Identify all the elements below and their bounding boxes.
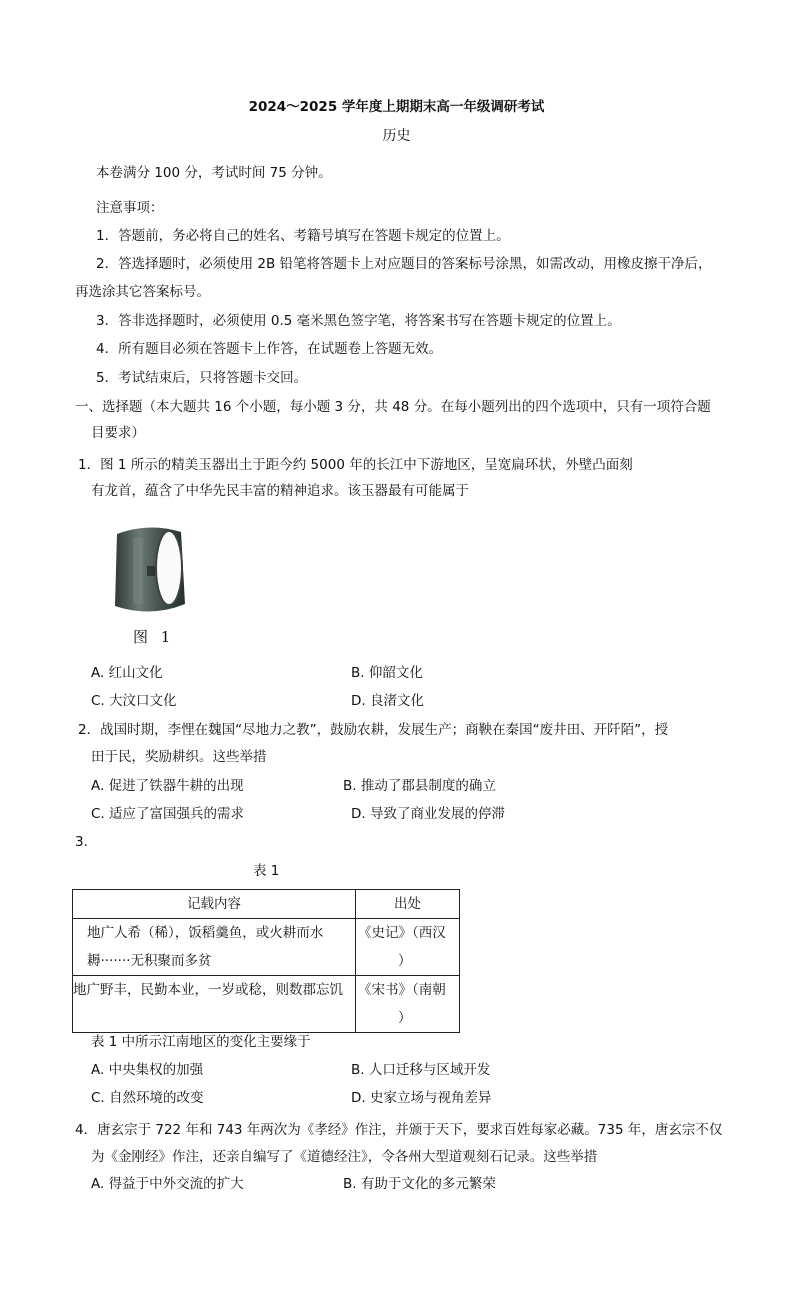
table-header-content: 记载内容 xyxy=(73,890,356,919)
question-1-stem: 1．图 1 所示的精美玉器出土于距今约 5000 年的长江中下游地区，呈宽扁环状，外壁凸面刻 xyxy=(78,457,633,473)
table-cell-source: 《宋书》（南朝 ） xyxy=(356,976,460,1033)
question-2-stem: 2．战国时期，李悝在魏国“尽地力之教”，鼓励农耕，发展生产；商鞅在秦国“废井田、开阡陌”，授 xyxy=(78,722,669,738)
question-4-stem-cont: 为《金刚经》作注，还亲自编写了《道德经注》，令各州大型道观刻石记录。这些举措 xyxy=(91,1149,598,1165)
q2-option-b[interactable]: B. 推动了郡县制度的确立 xyxy=(343,778,496,794)
notice-item: 3．答非选择题时，必须使用 0.5 毫米黑色签字笔，将答案书写在答题卡规定的位置上。 xyxy=(96,313,621,329)
notice-item: 2．答选择题时，必须使用 2B 铅笔将答题卡上对应题目的答案标号涂黑，如需改动，用橡皮擦干净后， xyxy=(96,256,712,272)
notice-heading: 注意事项： xyxy=(96,200,164,216)
q2-option-d[interactable]: D. 导致了商业发展的停滞 xyxy=(351,806,505,822)
table-cell-content: 地广人希（稀），饭稻羹鱼，或火耕而水 耨·······无积聚而多贫 xyxy=(73,919,356,976)
q4-option-b[interactable]: B. 有助于文化的多元繁荣 xyxy=(343,1176,496,1192)
q3-option-b[interactable]: B. 人口迁移与区域开发 xyxy=(351,1062,491,1078)
q1-option-b[interactable]: B. 仰韶文化 xyxy=(351,665,423,681)
figure-1-caption: 图 1 xyxy=(133,628,175,646)
table-cell-source: 《史记》（西汉 ） xyxy=(356,919,460,976)
exam-title: 2024～2025 学年度上期期末高一年级调研考试 xyxy=(248,99,545,115)
notice-item: 4．所有题目必须在答题卡上作答，在试题卷上答题无效。 xyxy=(96,341,443,357)
section-heading: 一、选择题（本大题共 16 个小题，每小题 3 分，共 48 分。在每小题列出的四个选项中，只有一项符合题 xyxy=(75,399,711,415)
exam-subject: 历史 xyxy=(382,128,411,144)
table-header-source: 出处 xyxy=(356,890,460,919)
jade-ring-icon xyxy=(103,518,195,628)
q4-option-a[interactable]: A. 得益于中外交流的扩大 xyxy=(91,1176,244,1192)
exam-intro: 本卷满分 100 分，考试时间 75 分钟。 xyxy=(96,165,332,181)
notice-item: 1．答题前，务必将自己的姓名、考籍号填写在答题卡规定的位置上。 xyxy=(96,228,510,244)
q3-option-d[interactable]: D. 史家立场与视角差异 xyxy=(351,1090,492,1106)
q1-option-d[interactable]: D. 良渚文化 xyxy=(351,693,424,709)
notice-item: 5．考试结束后，只将答题卡交回。 xyxy=(96,370,308,386)
q2-option-c[interactable]: C. 适应了富国强兵的需求 xyxy=(91,806,245,822)
q1-option-c[interactable]: C. 大汶口文化 xyxy=(91,693,177,709)
q2-option-a[interactable]: A. 促进了铁器牛耕的出现 xyxy=(91,778,244,794)
question-2-stem-cont: 田于民，奖励耕织。这些举措 xyxy=(91,749,267,765)
q3-option-a[interactable]: A. 中央集权的加强 xyxy=(91,1062,204,1078)
question-3-number: 3. xyxy=(75,834,88,850)
question-4-stem: 4．唐玄宗于 722 年和 743 年两次为《孝经》作注，并颁于天下，要求百姓每家必藏。735 年，唐玄宗不仅 xyxy=(75,1122,723,1138)
table-1-title: 表 1 xyxy=(253,863,280,879)
question-1-stem-cont: 有龙首，蕴含了中华先民丰富的精神追求。该玉器最有可能属于 xyxy=(91,483,469,499)
question-3-stem: 表 1 中所示江南地区的变化主要缘于 xyxy=(91,1034,311,1050)
section-heading-cont: 目要求） xyxy=(91,425,145,441)
table-cell-content: 地广野丰，民勤本业，一岁或稔，则数郡忘饥 xyxy=(73,976,356,1033)
q1-option-a[interactable]: A. 红山文化 xyxy=(91,665,163,681)
table-1 xyxy=(72,889,460,1033)
notice-item: 再选涂其它答案标号。 xyxy=(75,284,210,300)
q3-option-c[interactable]: C. 自然环境的改变 xyxy=(91,1090,204,1106)
